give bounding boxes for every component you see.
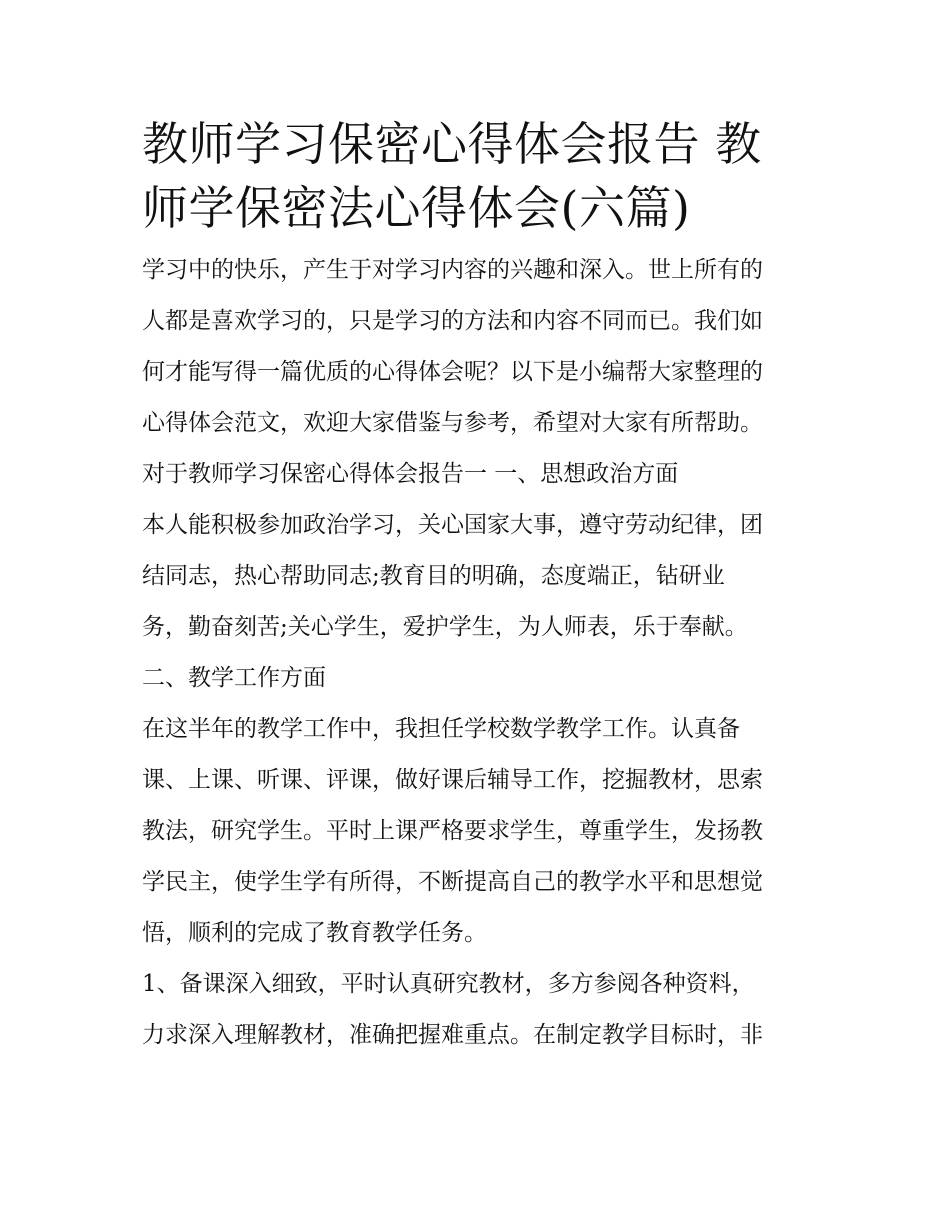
body-line: 本人能积极参加政治学习，关心国家大事，遵守劳动纪律，团	[142, 512, 763, 538]
body-line: 课、上课、听课、评课，做好课后辅导工作，挖掘教材，思索	[142, 767, 763, 793]
list-item-line: 1、备课深入细致，平时认真研究教材，多方参阅各种资料，	[142, 971, 755, 997]
body-line: 人都是喜欢学习的，只是学习的方法和内容不同而已。我们如	[142, 308, 763, 334]
body-line: 悟，顺利的完成了教育教学任务。	[142, 920, 487, 946]
body-line: 学习中的快乐，产生于对学习内容的兴趣和深入。世上所有的	[142, 257, 763, 283]
section-heading: 二、教学工作方面	[142, 665, 326, 691]
document-page	[142, 112, 814, 1072]
section-heading: 对于教师学习保密心得体会报告一 一、思想政治方面	[142, 461, 679, 487]
body-line: 何才能写得一篇优质的心得体会呢？以下是小编帮大家整理的	[142, 359, 763, 385]
document-title	[142, 112, 814, 240]
body-line: 在这半年的教学工作中，我担任学校数学教学工作。认真备	[142, 716, 740, 742]
title-line: 教师学习保密心得体会报告 教	[142, 117, 762, 171]
document-body	[142, 256, 814, 1072]
body-line: 务，勤奋刻苦;关心学生，爱护学生，为人师表，乐于奉献。	[142, 614, 748, 640]
body-line: 教法，研究学生。平时上课严格要求学生，尊重学生，发扬教	[142, 818, 763, 844]
body-line: 力求深入理解教材，准确把握难重点。在制定教学目标时，非	[142, 1022, 763, 1048]
body-line: 心得体会范文，欢迎大家借鉴与参考，希望对大家有所帮助。	[142, 410, 763, 436]
title-line: 师学保密法心得体会(六篇)	[142, 181, 691, 235]
body-line: 学民主，使学生学有所得，不断提高自己的教学水平和思想觉	[142, 869, 763, 895]
body-line: 结同志，热心帮助同志;教育目的明确，态度端正，钻研业	[142, 563, 725, 589]
